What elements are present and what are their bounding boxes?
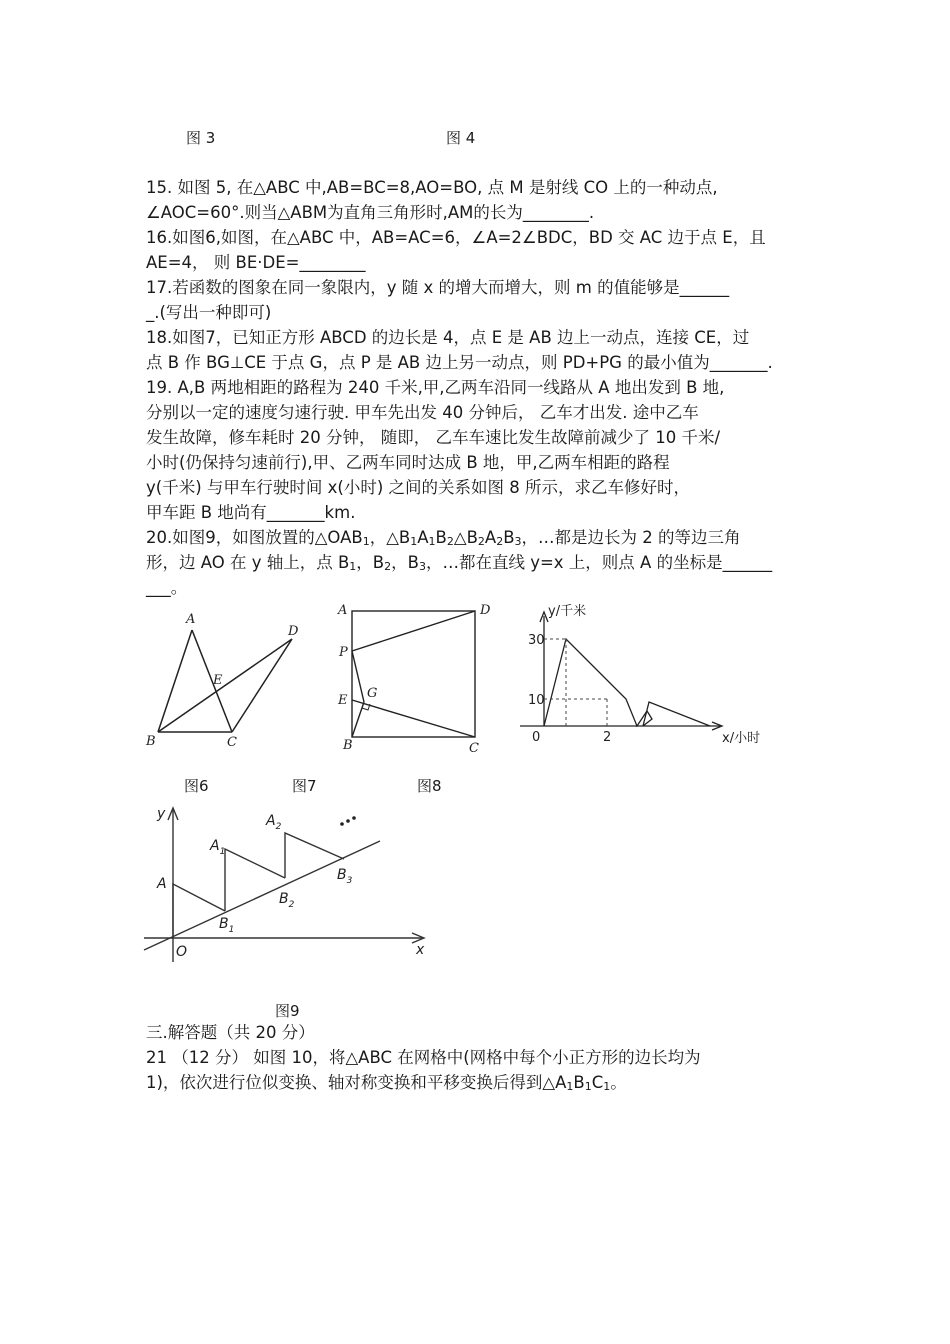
fig7-label-a: A — [338, 603, 348, 618]
q20-text: 20.如图9，如图放置的△OAB — [146, 528, 363, 547]
q20-sub: 3 — [418, 560, 426, 573]
fig8-graph-line — [544, 639, 652, 726]
q20-line1 — [146, 525, 816, 550]
q17-line1: 17.若函数的图象在同一象限内，y 随 x 的增大而增大，则 m 的值能够是______ — [146, 278, 730, 297]
fig9-label-a: A — [157, 876, 167, 892]
q20-sub: 2 — [384, 560, 392, 573]
fig9-label-x: x — [416, 942, 425, 958]
q19-line3: 发生故障，修车耗时 20 分钟， 随即， 乙车车速比发生故障前减少了 10 千米/ — [146, 428, 721, 447]
q20-text: ，B — [391, 553, 419, 572]
fig8-tick-30: 30 — [528, 633, 545, 648]
fig6-label-d: D — [288, 624, 299, 639]
q18-line2: 点 B 作 BG⊥CE 于点 G，点 P 是 AB 边上另一动点，则 PD+PG 的最小值为_______. — [146, 353, 773, 372]
q20-text: A — [417, 528, 429, 547]
fig6-caption: 图6 — [184, 777, 209, 795]
fig9-label-a1: $A_1$ — [210, 838, 226, 857]
q21-line2 — [146, 1070, 816, 1095]
q19-line4: 小时(仍保持匀速前行),甲、乙两车同时达成 B 地，甲,乙两车相距的路程 — [146, 453, 670, 472]
q21-text: 。 — [610, 1073, 627, 1092]
fig7-label-e: E — [338, 693, 348, 708]
fig8-ylabel: y/千米 — [548, 604, 587, 619]
fig8-xlabel: x/小时 — [722, 731, 761, 746]
section3-block — [146, 1020, 816, 1095]
q20-text: ，…都在直线 y=x 上，则点 A 的坐标是______ — [425, 553, 773, 572]
fig9-ellipsis-dots — [340, 816, 356, 826]
fig9-label-y: y — [157, 806, 166, 822]
q20-text: △B — [453, 528, 478, 547]
fig9-triangle-oab1 — [173, 884, 225, 938]
fig7-segment-bg — [352, 702, 364, 737]
q20-sub: 1 — [410, 535, 418, 548]
q18-line1: 18.如图7，已知正方形 ABCD 的边长是 4，点 E 是 AB 边上一动点，连接 CE，过 — [146, 328, 750, 347]
fig7-label-d: D — [480, 603, 491, 618]
q16-line1: 16.如图6,如图，在△ABC 中，AB=AC=6，∠A=2∠BDC，BD 交 AC 边于点 E，且 — [146, 228, 766, 247]
fig9-caption: 图9 — [275, 1002, 300, 1020]
q21-sub: 1 — [566, 1080, 574, 1093]
fig4-caption: 图 4 — [446, 129, 476, 147]
q20-line3: ___。 — [146, 578, 188, 597]
q20-text: ，B — [356, 553, 385, 572]
q20-sub: 3 — [514, 535, 522, 548]
q20-sub: 2 — [477, 535, 485, 548]
fig9-line-y-eq-x — [144, 841, 380, 950]
fig6-label-e: E — [213, 673, 223, 688]
fig7-label-p: P — [339, 645, 348, 660]
fig8-tick-10: 10 — [528, 693, 545, 708]
fig6-segment-bd — [158, 639, 292, 732]
fig7-label-b: B — [343, 738, 353, 753]
figure-9 — [140, 800, 440, 970]
fig6-label-a: A — [186, 612, 196, 627]
q20-sub: 2 — [446, 535, 454, 548]
q20-text: ，…都是边长为 2 的等边三角 — [521, 528, 741, 547]
fig8-graph-line-2 — [643, 702, 710, 726]
q15-line1: 15. 如图 5, 在△ABC 中,AB=BC=8,AO=BO, 点 M 是射线 CO 上的一种动点, — [146, 178, 718, 197]
q20-sub: 1 — [349, 560, 357, 573]
q20-sub: 1 — [362, 535, 370, 548]
fig8-caption: 图8 — [417, 777, 442, 795]
fig7-label-g: G — [367, 686, 378, 701]
fig6-label-b: B — [146, 734, 156, 749]
q21-sub: 1 — [584, 1080, 592, 1093]
fig9-label-b1: $B_1$ — [219, 916, 235, 935]
figure-6 — [140, 605, 320, 755]
fig9-label-b3: $B_3$ — [337, 867, 353, 886]
fig7-segment-pd — [352, 611, 475, 651]
q20-text: A — [484, 528, 497, 547]
q21-sub: 1 — [603, 1080, 611, 1093]
figure-7 — [332, 600, 492, 760]
section3-heading: 三.解答题（共 20 分） — [146, 1023, 315, 1042]
fig7-segment-ec — [352, 700, 475, 737]
q19-line6: 甲车距 B 地尚有_______km. — [146, 503, 356, 522]
fig8-origin: 0 — [532, 730, 541, 745]
q20-text: ，△B — [369, 528, 411, 547]
fig9-label-b2: $B_2$ — [279, 891, 295, 910]
fig8-tick-2: 2 — [603, 730, 612, 745]
fig3-caption: 图 3 — [186, 129, 216, 147]
q19-line5: y(千米) 与甲车行驶时间 x(小时) 之间的关系如图 8 所示，求乙车修好时， — [146, 478, 691, 497]
q20-text: 形，边 AO 在 y 轴上，点 B — [146, 553, 350, 572]
q19-line1: 19. A,B 两地相距的路程为 240 千米,甲,乙两车沿同一线路从 A 地出发到 B 地, — [146, 378, 725, 397]
q16-line2: AE=4， 则 BE·DE=________ — [146, 253, 366, 272]
fig6-label-c: C — [227, 735, 237, 750]
figure-8 — [520, 598, 790, 758]
fig7-segment-pg — [352, 651, 364, 702]
q20-sub: 1 — [428, 535, 436, 548]
q21-text: 1)，依次进行位似变换、轴对称变换和平移变换后得到△A — [146, 1073, 567, 1092]
q17-line2: _.(写出一种即可) — [146, 303, 272, 322]
q21-text: B — [573, 1073, 585, 1092]
q19-line2: 分别以一定的速度匀速行驶. 甲车先出发 40 分钟后， 乙车才出发. 途中乙车 — [146, 403, 699, 422]
fig6-side-ab — [158, 630, 192, 732]
q20-text: B — [435, 528, 447, 547]
q21-text: C — [591, 1073, 604, 1092]
q20-text: B — [503, 528, 515, 547]
fig9-label-a2: $A_2$ — [266, 813, 282, 832]
fig6-segment-cd — [232, 639, 292, 732]
q20-sub: 2 — [496, 535, 504, 548]
fig6-side-ac — [192, 630, 232, 732]
fig7-label-c: C — [469, 741, 479, 756]
q21-line1: 21 （12 分） 如图 10，将△ABC 在网格中(网格中每个小正方形的边长均为 — [146, 1048, 701, 1067]
q15-line2: ∠AOC=60°.则当△ABM为直角三角形时,AM的长为________. — [146, 203, 595, 222]
fig9-triangle-b1a1b2 — [225, 849, 285, 911]
questions-block — [146, 175, 816, 600]
fig7-caption: 图7 — [292, 777, 317, 795]
q20-line2 — [146, 550, 816, 575]
fig9-label-o: O — [176, 944, 188, 960]
